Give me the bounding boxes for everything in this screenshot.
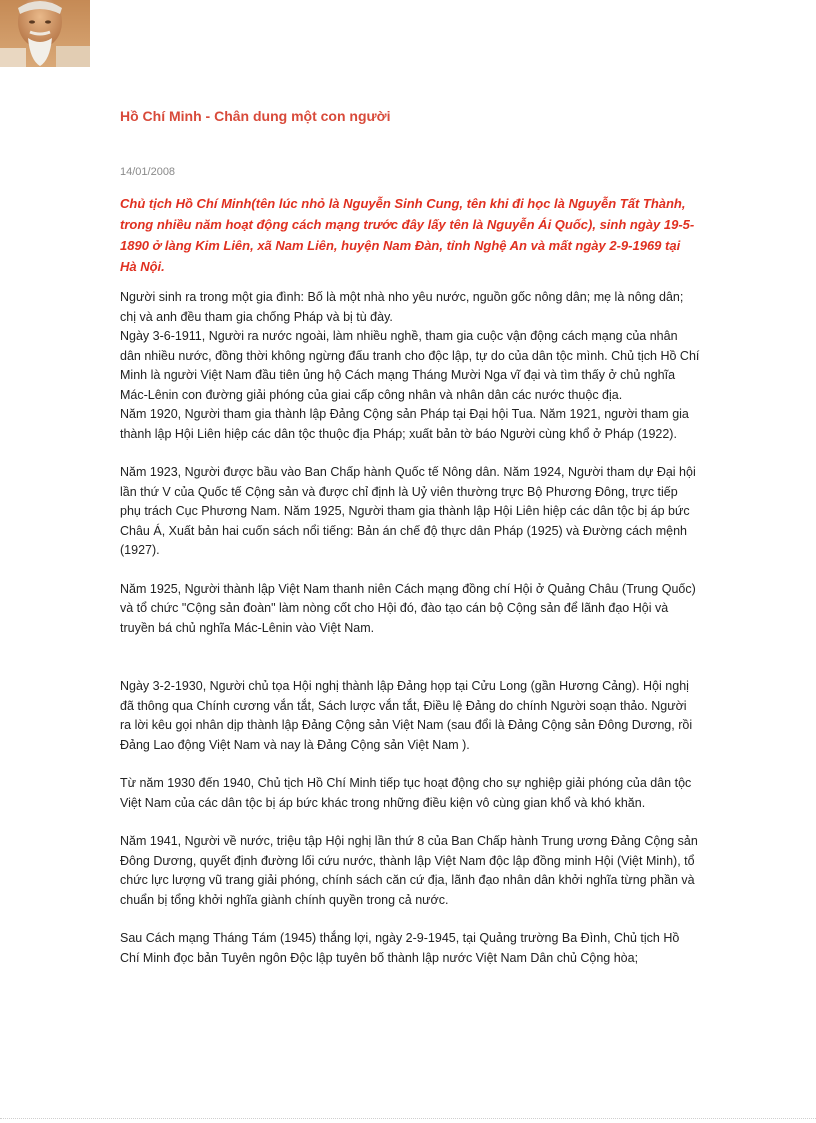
footer-divider <box>0 1118 816 1119</box>
body-paragraph-5: Từ năm 1930 đến 1940, Chủ tịch Hồ Chí Minh tiếp tục hoạt động cho sự nghiệp giải phóng của dân tộc Việt Nam của các dân tộc bị áp bức khác trong những điều kiện vô cùng gian khổ và khó khăn. <box>120 776 692 810</box>
portrait-photo-icon <box>0 0 90 67</box>
body-paragraph-3: Năm 1925, Người thành lập Việt Nam thanh niên Cách mạng đồng chí Hội ở Quảng Châu (Trung Quốc) và tổ chức "Cộng sản đoàn" làm nòng cốt cho Hội đó, đào tạo cán bộ Cộng sản để lãnh đạo Hội và truyền bá chủ nghĩa Mác-Lênin vào Việt Nam. <box>120 581 696 635</box>
page-bottom-margin <box>0 1023 816 1123</box>
article-date: 14/01/2008 <box>120 166 176 178</box>
article-lead: Chủ tịch Hồ Chí Minh(tên lúc nhỏ là Nguyễn Sinh Cung, tên khi đi học là Nguyễn Tất Thành, trong nhiều năm hoạt động cách mạng trước đây lấy tên là Nguyễn Ái Quốc), sinh ngày 19-5-1890 ở làng Kim Liên, xã Nam Liên, huyện Nam Đàn, tỉnh Nghệ An và mất ngày 2-9-1969 tại Hà Nội. <box>120 196 695 274</box>
body-paragraph-2: Năm 1923, Người được bầu vào Ban Chấp hành Quốc tế Nông dân. Năm 1924, Người tham dự Đại hội lần thứ V của Quốc tế Cộng sản và được chỉ định là Uỷ viên thường trực Bộ Phương Đông, trực tiếp phụ trách Cục Phương Nam. Năm 1925, Người tham gia thành lập Hội Liên hiệp các dân tộc bị áp bức Châu Á, Xuất bản hai cuốn sách nổi tiếng: Bản án chế độ thực dân Pháp (1925) và Đường cách mệnh (1927). <box>120 465 696 557</box>
portrait-photo <box>0 0 90 67</box>
article-title: Hồ Chí Minh - Chân dung một con người <box>120 108 391 124</box>
body-paragraph-1: Người sinh ra trong một gia đình: Bố là một nhà nho yêu nước, nguồn gốc nông dân; mẹ là nông dân; chị và anh đều tham gia chống Pháp và bị tù đày. Ngày 3-6-1911, Người ra nước ngoài, làm nhiều nghề, tham gia cuộc vận động cách mạng của nhân dân nhiều nước, đồng thời không ngừng đấu tranh cho độc lập, tự do của dân tộc mình. Chủ tịch Hồ Chí Minh là người Việt Nam đầu tiên ủng hộ Cách mạng Tháng Mười Nga vĩ đại và tìm thấy ở chủ nghĩa Mác-Lênin con đường giải phóng của giai cấp công nhân và nhân dân các nước thuộc địa. Năm 1920, Người tham gia thành lập Đảng Cộng sản Pháp tại Đại hội Tua. Năm 1921, người tham gia thành lập Hội Liên hiệp các dân tộc thuộc địa Pháp; xuất bản tờ báo Người cùng khổ ở Pháp (1922). <box>120 290 700 441</box>
body-paragraph-7: Sau Cách mạng Tháng Tám (1945) thắng lợi, ngày 2-9-1945, tại Quảng trường Ba Đình, Chủ tịch Hồ Chí Minh đọc bản Tuyên ngôn Độc lập tuyên bố thành lập nước Việt Nam Dân chủ Cộng hòa; <box>120 931 680 965</box>
body-paragraph-4: Ngày 3-2-1930, Người chủ tọa Hội nghị thành lập Đảng họp tại Cửu Long (gần Hương Cảng). Hội nghị đã thông qua Chính cương vắn tắt, Sách lược vắn tắt, Điều lệ Đảng do chính Người soạn thảo. Người ra lời kêu gọi nhân dịp thành lập Đảng Cộng sản Việt Nam (sau đổi là Đảng Cộng sản Đông Dương, rồi Đảng Lao động Việt Nam và nay là Đảng Cộng sản Việt Nam ). <box>120 679 693 752</box>
article-body <box>120 288 700 987</box>
body-paragraph-6: Năm 1941, Người về nước, triệu tập Hội nghị lần thứ 8 của Ban Chấp hành Trung ương Đảng Cộng sản Đông Dương, quyết định đường lối cứu nước, thành lập Việt Nam độc lập đồng minh Hội (Việt Minh), tổ chức lực lượng vũ trang giải phóng, chính sách căn cứ địa, lãnh đạo nhân dân khởi nghĩa từng phần và chuẩn bị tổng khởi nghĩa giành chính quyền trong cả nước. <box>120 834 698 907</box>
